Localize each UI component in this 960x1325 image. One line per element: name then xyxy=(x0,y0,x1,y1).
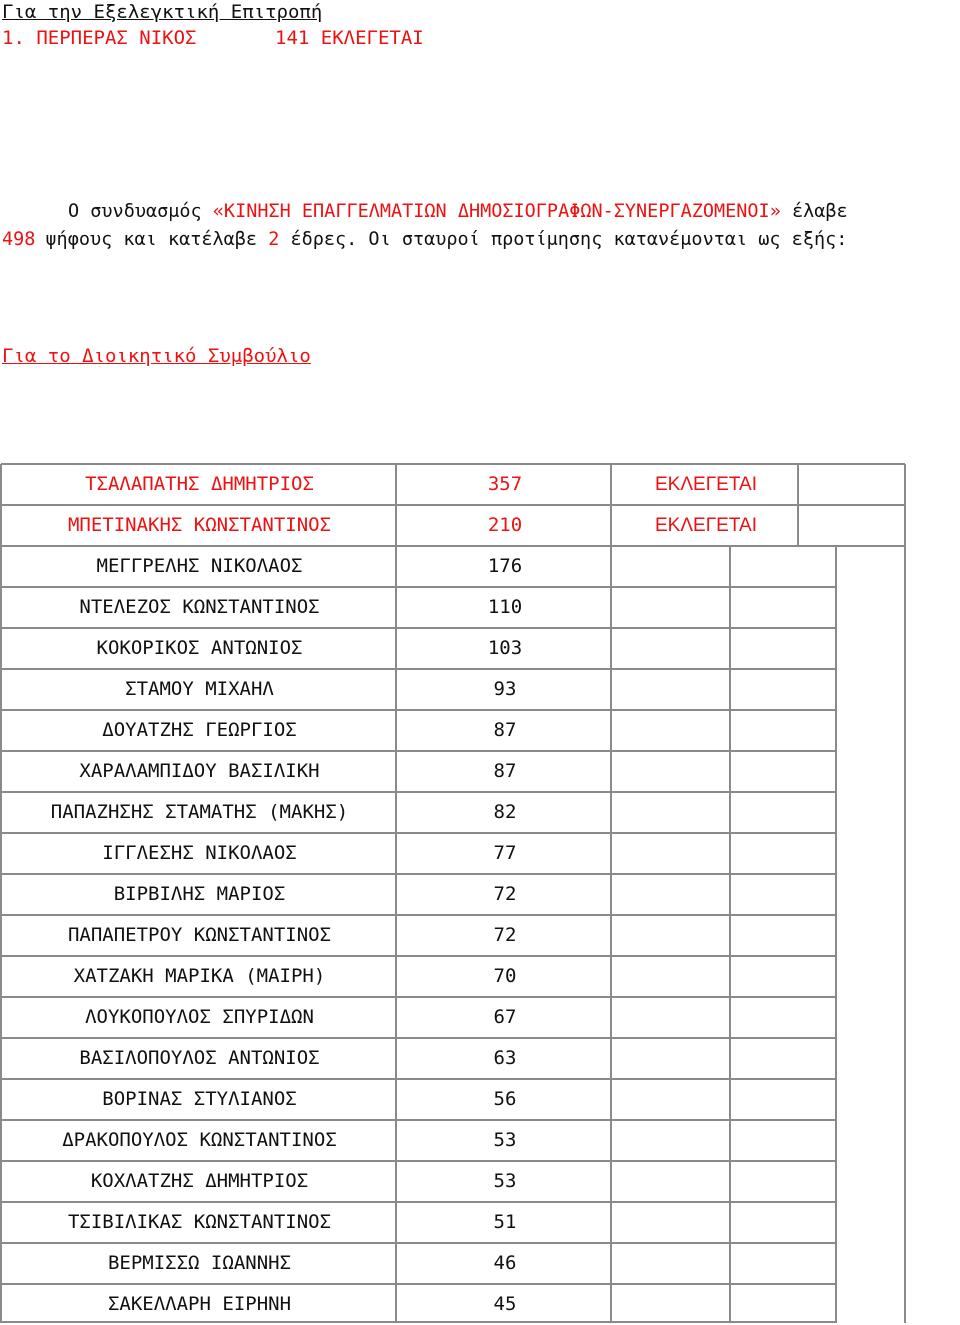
table-row xyxy=(2,1120,960,1161)
results-paragraph-line-2 xyxy=(2,229,847,250)
candidate-name: ΠΑΠΑΠΕΤΡΟΥ ΚΩΝΣΤΑΝΤΙΝΟΣ xyxy=(67,924,332,946)
candidate-name: ΒΑΣΙΛΟΠΟΥΛΟΣ ΑΝΤΩΝΙΟΣ xyxy=(79,1047,320,1069)
candidate-name: ΣΑΚΕΛΛΑΡΗ ΕΙΡΗΝΗ xyxy=(107,1293,292,1315)
paragraph-votes-word: ψήφους και κατέλαβε xyxy=(45,229,258,250)
candidate-votes: 103 xyxy=(487,637,523,659)
candidate-votes: 70 xyxy=(493,965,517,987)
candidate-name: ΔΡΑΚΟΠΟΥΛΟΣ ΚΩΝΣΤΑΝΤΙΝΟΣ xyxy=(62,1129,337,1151)
committee-result-line xyxy=(2,27,424,49)
candidate-votes: 357 xyxy=(487,473,523,495)
candidate-status: ΕΚΛΕΓΕΤΑΙ xyxy=(655,515,757,536)
candidate-votes: 77 xyxy=(493,842,517,864)
candidate-name: ΒΟΡΙΝΑΣ ΣΤΥΛΙΑΝΟΣ xyxy=(102,1088,297,1110)
candidate-name: ΧΑΤΖΑΚΗ ΜΑΡΙΚΑ (ΜΑΙΡΗ) xyxy=(73,965,326,987)
candidate-votes: 110 xyxy=(487,596,523,618)
table-row xyxy=(2,915,960,956)
table-row xyxy=(2,1038,960,1079)
table-row xyxy=(2,792,960,833)
candidate-votes: 93 xyxy=(493,678,517,700)
candidate-votes: 210 xyxy=(487,514,523,536)
table-row xyxy=(2,833,960,874)
table-row xyxy=(2,956,960,997)
table-row xyxy=(2,874,960,915)
table-row xyxy=(2,1079,960,1120)
candidate-votes: 56 xyxy=(493,1088,517,1110)
candidate-name: ΛΟΥΚΟΠΟΥΛΟΣ ΣΠΥΡΙΔΩΝ xyxy=(85,1006,314,1028)
candidate-votes: 87 xyxy=(493,719,517,741)
candidate-votes: 67 xyxy=(493,1006,517,1028)
results-paragraph-line-1 xyxy=(68,201,848,222)
candidate-votes: 46 xyxy=(493,1252,517,1274)
candidate-name: ΙΓΓΛΕΣΗΣ ΝΙΚΟΛΑΟΣ xyxy=(102,842,297,864)
candidate-votes: 82 xyxy=(493,801,517,823)
candidate-name: ΝΤΕΛΕΖΟΣ ΚΩΝΣΤΑΝΤΙΝΟΣ xyxy=(79,596,320,618)
paragraph-received: έλαβε xyxy=(791,201,848,222)
coalition-name: «ΚΙΝΗΣΗ ΕΠΑΓΓΕΛΜΑΤΙΩΝ ΔΗΜΟΣΙΟΓΡΑΦΩΝ-ΣΥΝΕΡΓΑΖΟΜΕΝΟΙ» xyxy=(212,201,781,222)
committee-candidate: 1. ΠΕΡΠΕΡΑΣ ΝΙΚΟΣ xyxy=(2,27,197,49)
candidate-name: ΜΕΓΓΡΕΛΗΣ ΝΙΚΟΛΑΟΣ xyxy=(96,555,303,577)
candidate-votes: 176 xyxy=(487,555,523,577)
committee-votes-status xyxy=(275,27,424,49)
table-row xyxy=(2,628,960,669)
paragraph-intro: Ο συνδυασμός xyxy=(68,201,202,222)
table-row xyxy=(2,1284,960,1325)
table-row xyxy=(2,669,960,710)
table-row xyxy=(2,997,960,1038)
table-row xyxy=(2,1161,960,1202)
table-row xyxy=(2,546,960,587)
candidate-votes: 53 xyxy=(493,1129,517,1151)
candidate-votes: 63 xyxy=(493,1047,517,1069)
table-row xyxy=(2,464,960,505)
candidate-name: ΤΣΑΛΑΠΑΤΗΣ ΔΗΜΗΤΡΙΟΣ xyxy=(85,473,314,495)
candidate-name: ΚΟΧΛΑΤΖΗΣ ΔΗΜΗΤΡΙΟΣ xyxy=(90,1170,309,1192)
coalition-votes: 498 xyxy=(2,229,36,250)
candidate-name: ΜΠΕΤΙΝΑΚΗΣ ΚΩΝΣΤΑΝΤΙΝΟΣ xyxy=(67,514,332,536)
committee-label: Για την Εξελεγκτική Επιτροπή xyxy=(2,1,323,23)
table-row xyxy=(2,587,960,628)
candidate-votes: 53 xyxy=(493,1170,517,1192)
table-row xyxy=(2,505,960,546)
candidate-status: ΕΚΛΕΓΕΤΑΙ xyxy=(655,474,757,495)
table-row xyxy=(2,751,960,792)
candidate-name: ΒΕΡΜΙΣΣΩ ΙΩΑΝΝΗΣ xyxy=(107,1252,292,1274)
candidate-name: ΠΑΠΑΖΗΣΗΣ ΣΤΑΜΑΤΗΣ (ΜΑΚΗΣ) xyxy=(50,801,349,823)
coalition-seats: 2 xyxy=(268,229,280,250)
committee-votes: 141 xyxy=(275,27,310,49)
candidate-name: ΚΟΚΟΡΙΚΟΣ ΑΝΤΩΝΙΟΣ xyxy=(96,637,303,659)
board-label: Για το Διοικητικό Συμβούλιο xyxy=(2,345,311,367)
candidate-votes: 51 xyxy=(493,1211,517,1233)
candidate-votes: 72 xyxy=(493,883,517,905)
table-row xyxy=(2,710,960,751)
table-row xyxy=(2,1202,960,1243)
candidate-name: ΒΙΡΒΙΛΗΣ ΜΑΡΙΟΣ xyxy=(113,883,286,905)
candidate-name: ΤΣΙΒΙΛΙΚΑΣ ΚΩΝΣΤΑΝΤΙΝΟΣ xyxy=(67,1211,332,1233)
candidate-votes: 72 xyxy=(493,924,517,946)
candidate-votes: 45 xyxy=(493,1293,517,1315)
committee-status: ΕΚΛΕΓΕΤΑΙ xyxy=(320,27,424,49)
table-row xyxy=(2,1243,960,1284)
candidate-name: ΔΟΥΑΤΖΗΣ ΓΕΩΡΓΙΟΣ xyxy=(102,719,297,741)
candidate-votes: 87 xyxy=(493,760,517,782)
candidate-name: ΣΤΑΜΟΥ ΜΙΧΑΗΛ xyxy=(125,678,274,700)
paragraph-rest: έδρες. Οι σταυροί προτίμησης κατανέμονται ως εξής: xyxy=(290,229,848,250)
candidate-name: ΧΑΡΑΛΑΜΠΙΔΟΥ ΒΑΣΙΛΙΚΗ xyxy=(79,760,320,782)
